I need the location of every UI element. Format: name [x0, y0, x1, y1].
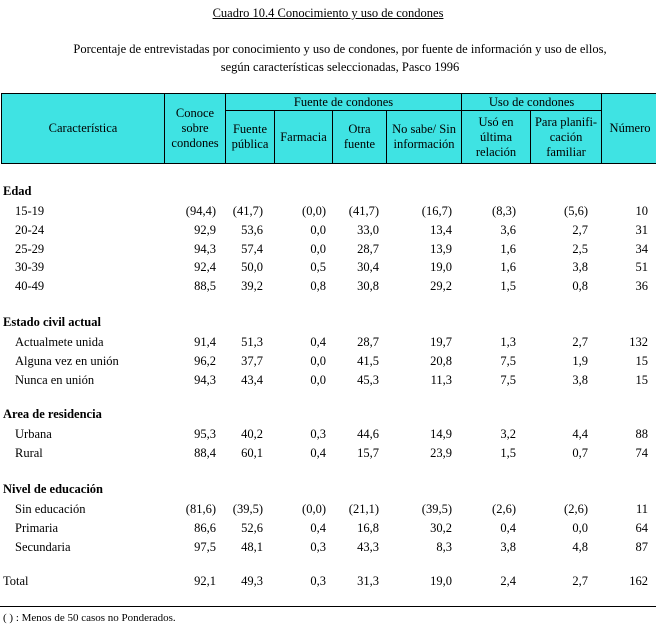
table-cell: 31,3 [357, 574, 379, 588]
table-cell: (39,5) [421, 502, 452, 516]
section-title: Nivel de educación [3, 482, 103, 496]
table-cell: 16,8 [357, 520, 379, 535]
table-cell: 3,6 [500, 222, 516, 237]
table-cell: 48,1 [241, 539, 263, 554]
table-cell: 96,2 [194, 353, 216, 368]
row-label: Rural [15, 445, 43, 460]
table-cell: (2,6) [564, 502, 588, 516]
section-header [0, 313, 656, 331]
table-cell: 0,0 [572, 520, 588, 535]
header-farmacia: Farmacia [275, 111, 333, 164]
table-cell: 94,3 [194, 241, 216, 256]
row-label: Total [3, 574, 29, 588]
table-cell: (41,7) [232, 204, 263, 218]
table-cell: 91,4 [194, 335, 216, 349]
table-cell: 43,4 [241, 372, 263, 387]
table-cell: 3,2 [500, 427, 516, 441]
table-cell: 87 [635, 539, 648, 554]
row-label: Urbana [15, 427, 52, 441]
section-header [0, 182, 656, 200]
table-cell: (8,3) [492, 204, 516, 218]
table-cell: 4,4 [572, 427, 588, 441]
table-cell: 13,9 [430, 241, 452, 256]
table-cell: 95,3 [194, 427, 216, 441]
header-fuente-publica: Fuente pública [226, 111, 275, 164]
table-cell: 33,0 [357, 222, 379, 237]
table-cell: 28,7 [357, 241, 379, 256]
table-cell: 1,9 [572, 353, 588, 368]
table-cell: 0,0 [310, 222, 326, 237]
table-cell: 0,8 [572, 279, 588, 294]
row-label: Nunca en unión [15, 372, 95, 387]
table-cell: 23,9 [430, 445, 452, 460]
table-header [1, 93, 656, 164]
table-cell: 0,0 [310, 353, 326, 368]
table-cell: 30,8 [357, 279, 379, 294]
table-cell: (21,1) [348, 502, 379, 516]
table-cell: 88 [635, 427, 648, 441]
table-row [0, 258, 656, 276]
row-label: 25-29 [15, 241, 45, 256]
table-row [0, 444, 656, 462]
table-cell: 74 [635, 445, 648, 460]
table-cell: 0,3 [310, 427, 326, 441]
header-uso-ultima: Usó en última relación [462, 111, 531, 164]
table-subtitle: Porcentaje de entrevistadas por conocimiento y uso de condones, por fuente de información y uso de ellos, según características seleccionadas, Pasco 1996 [73, 42, 607, 74]
table-cell: 51,3 [241, 335, 263, 349]
table-cell: 0,0 [310, 241, 326, 256]
header-uso-group: Uso de condones [462, 94, 602, 111]
table-cell: 3,8 [572, 260, 588, 275]
table-row [0, 500, 656, 518]
table-cell: 3,8 [572, 372, 588, 387]
table-cell: 1,6 [500, 241, 516, 256]
table-cell: 43,3 [357, 539, 379, 554]
table-row [0, 221, 656, 239]
table-cell: 50,0 [241, 260, 263, 275]
table-cell: 37,7 [241, 353, 263, 368]
table-cell: 1,5 [500, 279, 516, 294]
table-cell: 2,7 [572, 335, 588, 349]
table-row [0, 333, 656, 351]
table-cell: 15,7 [357, 445, 379, 460]
table-cell: 20,8 [430, 353, 452, 368]
header-conoce: Conoce sobre condones [165, 94, 226, 164]
table-cell: 0,4 [310, 520, 326, 535]
row-label: 40-49 [15, 279, 45, 294]
table-cell: 15 [635, 372, 648, 387]
table-cell: 28,7 [357, 335, 379, 349]
table-cell: 2,7 [572, 222, 588, 237]
table-cell: 30,4 [357, 260, 379, 275]
table-row [0, 371, 656, 389]
section-title: Estado civil actual [3, 315, 101, 329]
table-cell: 86,6 [194, 520, 216, 535]
table-cell: 11,3 [430, 372, 452, 387]
footnote: ( ) : Menos de 50 casos no Ponderados. [3, 612, 176, 624]
total-row [0, 572, 656, 590]
table-cell: 52,6 [241, 520, 263, 535]
table-cell: 14,9 [430, 427, 452, 441]
table-cell: 92,1 [194, 574, 216, 588]
table-cell: 57,4 [241, 241, 263, 256]
table-cell: 2,5 [572, 241, 588, 256]
table-row [0, 425, 656, 443]
table-cell: 0,7 [572, 445, 588, 460]
section-header [0, 405, 656, 423]
section-header [0, 480, 656, 498]
table-cell: 8,3 [436, 539, 452, 554]
table-cell: 0,4 [310, 335, 326, 349]
table-cell: 1,3 [500, 335, 516, 349]
table-cell: 2,7 [572, 574, 588, 588]
table-cell: 1,6 [500, 260, 516, 275]
row-label: 30-39 [15, 260, 45, 275]
table-cell: 30,2 [430, 520, 452, 535]
table-cell: (0,0) [302, 204, 326, 218]
row-label: Alguna vez en unión [15, 353, 119, 368]
table-row [0, 352, 656, 370]
table-cell: 60,1 [241, 445, 263, 460]
table-row [0, 519, 656, 537]
row-label: Actualmete unida [15, 335, 104, 349]
row-label: 15-19 [15, 204, 45, 218]
table-cell: 92,4 [194, 260, 216, 275]
table-cell: 19,0 [430, 260, 452, 275]
table-cell: 36 [635, 279, 648, 294]
header-planificacion: Para planifi- cación familiar [531, 111, 602, 164]
table-cell: 49,3 [241, 574, 263, 588]
table-row [0, 538, 656, 556]
table-cell: 92,9 [194, 222, 216, 237]
table-cell: (41,7) [348, 204, 379, 218]
table-cell: 10 [635, 204, 648, 218]
table-cell: (16,7) [421, 204, 452, 218]
table-cell: (5,6) [564, 204, 588, 218]
table-cell: 41,5 [357, 353, 379, 368]
table-cell: 0,0 [310, 372, 326, 387]
table-cell: 64 [635, 520, 648, 535]
table-cell: 45,3 [357, 372, 379, 387]
table-cell: 132 [629, 335, 648, 349]
table-cell: 0,3 [310, 574, 326, 588]
row-label: Sin educación [15, 502, 86, 516]
table-cell: 40,2 [241, 427, 263, 441]
table-title: Cuadro 10.4 Conocimiento y uso de condones [212, 6, 444, 20]
table-cell: 19,7 [430, 335, 452, 349]
header-numero: Número [602, 94, 656, 164]
table-row [0, 277, 656, 295]
table-cell: 0,3 [310, 539, 326, 554]
table-cell: (39,5) [232, 502, 263, 516]
table-cell: (0,0) [302, 502, 326, 516]
header-fuente-group: Fuente de condones [226, 94, 462, 111]
section-title: Edad [3, 184, 32, 198]
table-cell: 0,4 [310, 445, 326, 460]
table-cell: 11 [635, 502, 648, 516]
table-cell: 53,6 [241, 222, 263, 237]
table-cell: 88,4 [194, 445, 216, 460]
table-cell: 1,5 [500, 445, 516, 460]
table-cell: 19,0 [430, 574, 452, 588]
section-title: Area de residencia [3, 407, 102, 421]
table-cell: (81,6) [185, 502, 216, 516]
table-cell: 7,5 [500, 353, 516, 368]
table-cell: 44,6 [357, 427, 379, 441]
row-label: Primaria [15, 520, 59, 535]
header-caracteristica: Característica [2, 94, 165, 164]
table-cell: 3,8 [500, 539, 516, 554]
table-cell: (2,6) [492, 502, 516, 516]
table-cell: 0,8 [310, 279, 326, 294]
table-cell: 39,2 [241, 279, 263, 294]
table-cell: 29,2 [430, 279, 452, 294]
table-cell: 51 [635, 260, 648, 275]
table-cell: 31 [635, 222, 648, 237]
table-cell: 0,5 [310, 260, 326, 275]
table-cell: 7,5 [500, 372, 516, 387]
bottom-rule [0, 606, 656, 607]
table-row [0, 240, 656, 258]
table-cell: 13,4 [430, 222, 452, 237]
table-cell: 4,8 [572, 539, 588, 554]
header-otra-fuente: Otra fuente [333, 111, 387, 164]
row-label: 20-24 [15, 222, 45, 237]
row-label: Secundaria [15, 539, 71, 554]
table-cell: 162 [629, 574, 648, 588]
table-row [0, 202, 656, 220]
table-cell: 88,5 [194, 279, 216, 294]
table-cell: 94,3 [194, 372, 216, 387]
table-cell: 15 [635, 353, 648, 368]
table-cell: 97,5 [194, 539, 216, 554]
table-cell: 34 [635, 241, 648, 256]
table-cell: 2,4 [500, 574, 516, 588]
header-no-sabe: No sabe/ Sin información [387, 111, 462, 164]
table-cell: 0,4 [500, 520, 516, 535]
table-cell: (94,4) [185, 204, 216, 218]
